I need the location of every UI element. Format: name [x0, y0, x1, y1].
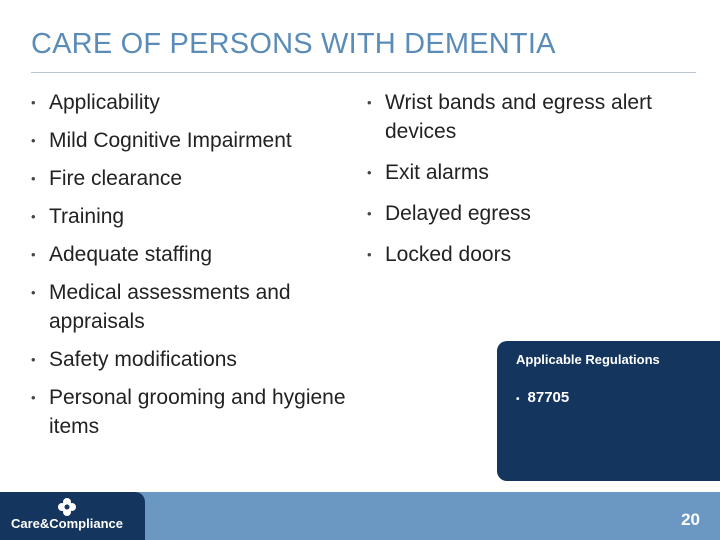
flower-icon [57, 497, 77, 517]
company-logo-text: Care&Compliance [11, 516, 123, 531]
list-item: • Wrist bands and egress alert devices [367, 88, 707, 146]
list-item: • Fire clearance [31, 164, 351, 193]
list-item: • Applicability [31, 88, 351, 117]
bullet-icon: • [31, 95, 36, 110]
list-item: • Locked doors [367, 240, 707, 269]
left-bullet-list [31, 88, 351, 450]
regulation-item: • 87705 [516, 389, 570, 406]
list-item: • Safety modifications [31, 345, 351, 374]
bullet-icon: • [367, 165, 372, 180]
slide-title: CARE OF PERSONS WITH DEMENTIA [31, 28, 556, 60]
bullet-icon: • [31, 209, 36, 224]
list-item: • Training [31, 202, 351, 231]
list-item: • Adequate staffing [31, 240, 351, 269]
bullet-icon: • [367, 95, 372, 110]
title-divider [31, 72, 696, 73]
bullet-icon: • [31, 171, 36, 186]
list-item: • Delayed egress [367, 199, 707, 228]
bullet-icon: • [516, 394, 520, 405]
list-item: • Mild Cognitive Impairment [31, 126, 351, 155]
bullet-icon: • [367, 206, 372, 221]
bullet-icon: • [31, 390, 36, 405]
regulations-title: Applicable Regulations [516, 352, 660, 367]
bullet-icon: • [31, 247, 36, 262]
bullet-icon: • [367, 247, 372, 262]
bullet-icon: • [31, 133, 36, 148]
bullet-icon: • [31, 352, 36, 367]
list-item: • Medical assessments and appraisals [31, 278, 351, 336]
bullet-icon: • [31, 285, 36, 300]
page-number: 20 [681, 510, 700, 529]
right-bullet-list [367, 88, 707, 281]
list-item: • Exit alarms [367, 158, 707, 187]
list-item: • Personal grooming and hygiene items [31, 383, 351, 441]
